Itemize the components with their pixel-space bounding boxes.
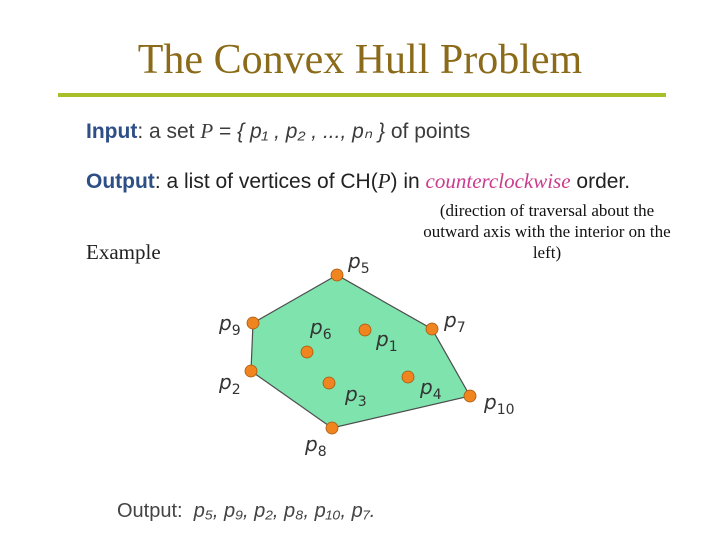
traversal-note: (direction of traversal about the outward axis with the interior on the left)	[423, 201, 671, 262]
input-equals: =	[213, 120, 238, 143]
output-text-c: order.	[570, 170, 631, 193]
slide-title: The Convex Hull Problem	[137, 37, 583, 83]
label-p7: $p_7$	[444, 308, 466, 336]
label-p2: $p_2$	[219, 370, 241, 398]
point-p5	[331, 269, 343, 281]
output-text-b: ) in	[390, 170, 426, 193]
label-p6: $p_6$	[310, 315, 332, 343]
input-set-expr: { p₁ , p₂ , ..., pₙ }	[237, 120, 386, 143]
label-p3: $p_3$	[345, 382, 367, 410]
point-p1	[359, 324, 371, 336]
label-p1: $p_1$	[376, 327, 398, 355]
final-output-sequence: p₅, p₉, p₂, p₈, p₁₀, p₇.	[193, 500, 376, 522]
final-output-label: Output:	[117, 500, 183, 522]
point-p6	[301, 346, 313, 358]
example-label: Example	[86, 240, 161, 264]
point-p3	[323, 377, 335, 389]
point-p2	[245, 365, 257, 377]
label-p4: $p_4$	[420, 375, 442, 403]
point-p8	[326, 422, 338, 434]
input-text-a: : a set	[137, 120, 201, 143]
input-set-symbol: P	[200, 119, 214, 143]
label-p5: $p_5$	[348, 249, 370, 277]
point-p7	[426, 323, 438, 335]
final-output	[117, 500, 375, 523]
point-p9	[247, 317, 259, 329]
input-label: Input	[86, 120, 138, 143]
point-p10	[464, 390, 476, 402]
point-p4	[402, 371, 414, 383]
output-set-symbol: P	[377, 169, 391, 193]
label-p10: $p_{10}$	[484, 390, 515, 418]
label-p8: $p_8$	[305, 432, 327, 460]
label-p9: $p_9$	[219, 311, 241, 339]
input-text-b: of points	[385, 120, 471, 143]
output-label: Output	[86, 170, 155, 193]
output-text-a: : a list of vertices of CH(	[154, 170, 378, 193]
counterclockwise-highlight: counterclockwise	[425, 169, 571, 193]
